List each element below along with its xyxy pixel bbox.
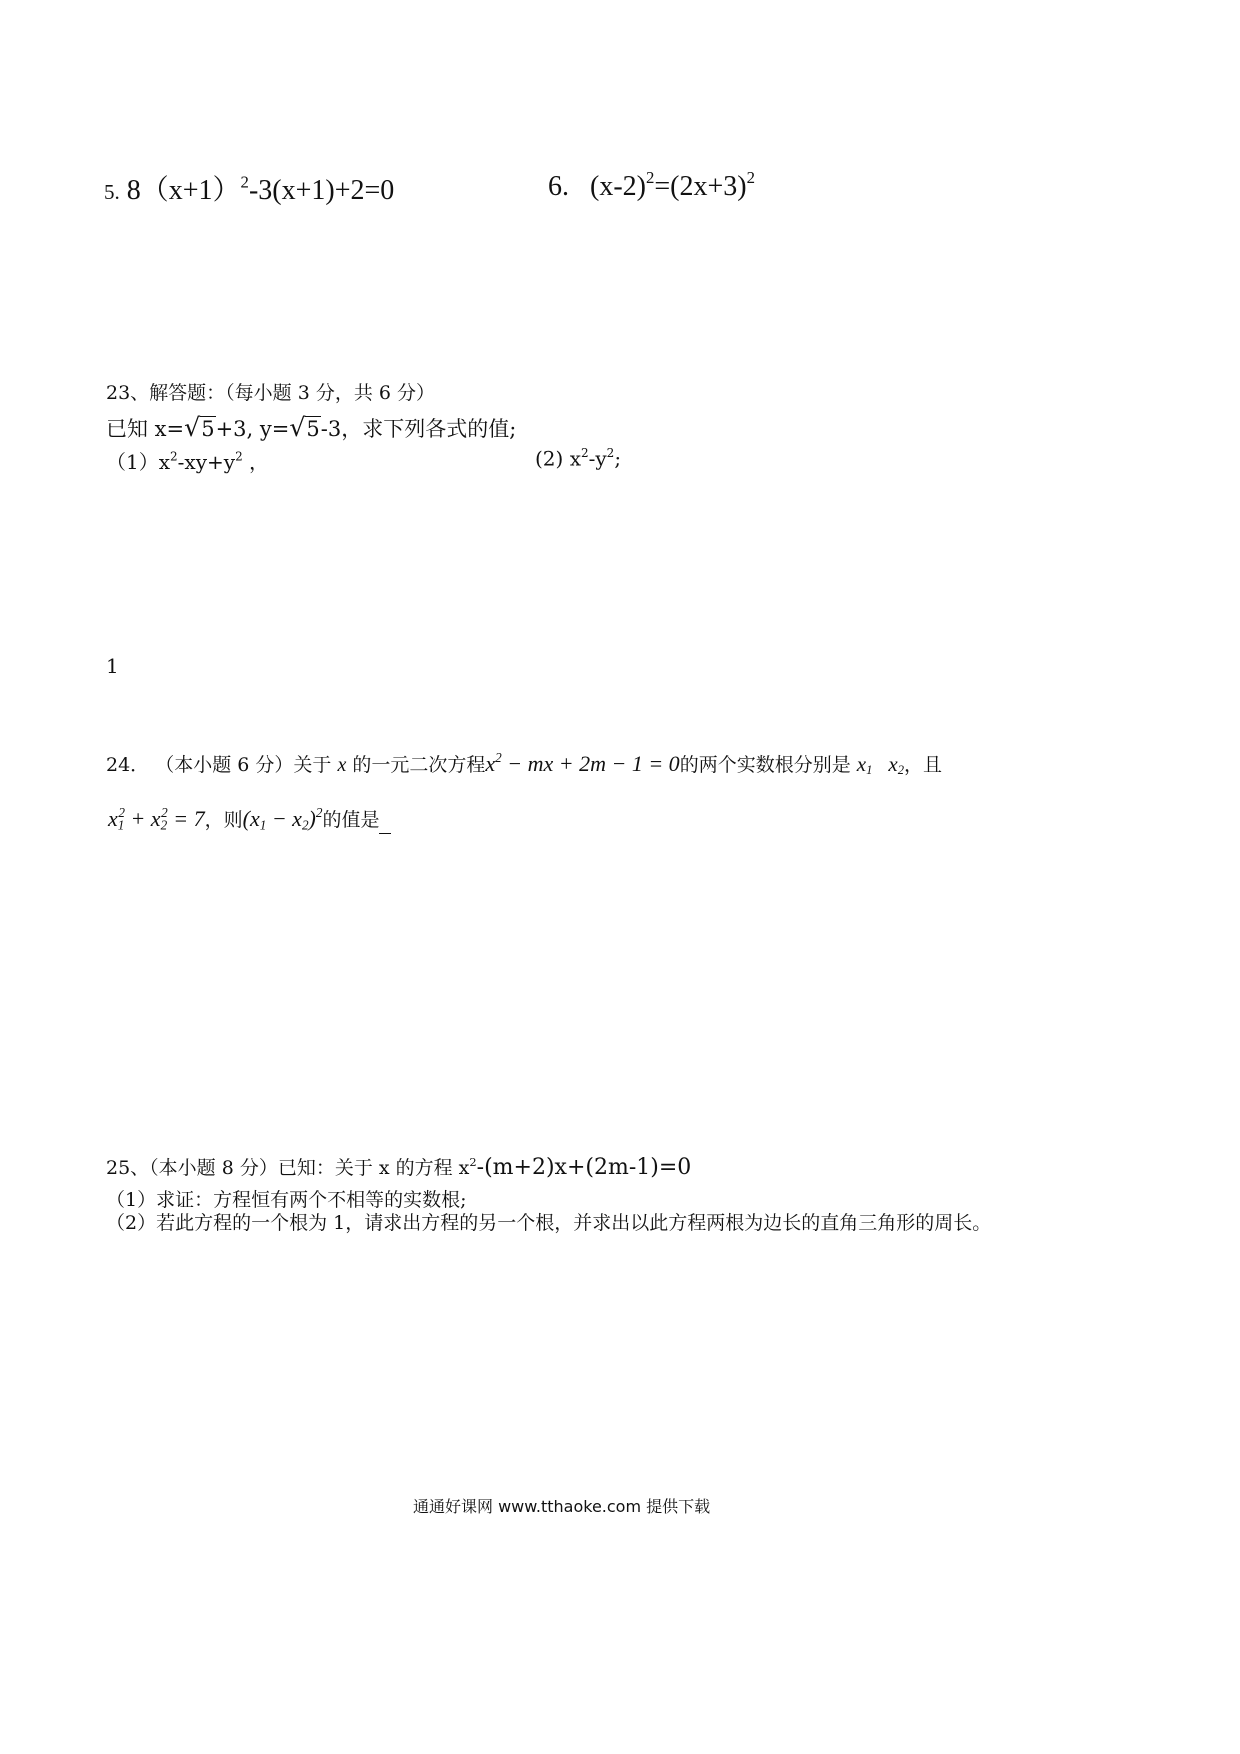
root-2 bbox=[888, 752, 904, 776]
problem-5 bbox=[104, 168, 394, 208]
subscript: 1 bbox=[259, 817, 267, 833]
q24-line-1 bbox=[106, 750, 942, 778]
q23-x-tail: +3, y= bbox=[215, 417, 290, 441]
q25-part-2: （2）若此方程的一个根为 1，请求出方程的另一个根，并求出以此方程两根为边长的直角三角形的周长。 bbox=[106, 1212, 992, 1234]
subscript: 2 bbox=[160, 817, 168, 833]
root-1 bbox=[857, 752, 873, 776]
exponent: 2 bbox=[161, 805, 168, 820]
q25-part-1: （1）求证：方程恒有两个不相等的实数根; bbox=[106, 1189, 467, 1211]
q24-tail: ，且 bbox=[904, 754, 943, 777]
q24-value-is: 的值是 bbox=[322, 809, 380, 832]
subscript: 1 bbox=[866, 763, 873, 778]
sqrt-symbol: √ bbox=[184, 413, 201, 442]
exponent: 2 bbox=[240, 172, 249, 192]
exponent: 2 bbox=[235, 449, 243, 464]
subscript: 2 bbox=[897, 763, 905, 778]
root-2-var: x bbox=[888, 752, 898, 777]
exponent: 2 bbox=[746, 168, 755, 187]
part-1-mid: -xy+y bbox=[177, 450, 236, 474]
problem-5-expr-a: 8（x+1） bbox=[126, 175, 241, 206]
q23-y-tail: -3，求下列各式的值; bbox=[320, 417, 517, 441]
q24-then: ，则 bbox=[204, 809, 243, 832]
open-paren-x: (x bbox=[242, 806, 260, 832]
eq-rest: − mx + 2m − 1 = 0 bbox=[501, 751, 680, 777]
sqrt-radicand: 5 bbox=[201, 417, 215, 441]
root-1-var: x bbox=[856, 752, 867, 777]
part-1-label: （1）x bbox=[106, 450, 171, 474]
exponent: 2 bbox=[606, 446, 615, 460]
q24-diff-square bbox=[243, 806, 323, 831]
sqrt-radicand: 5 bbox=[306, 417, 320, 441]
close-paren: ) bbox=[308, 806, 316, 832]
part-2-end: ; bbox=[614, 446, 622, 471]
q24-lead: 24． （本小题 6 分）关于 bbox=[106, 754, 332, 777]
exponent: 2 bbox=[469, 1155, 477, 1170]
plus-x: + x bbox=[124, 806, 161, 832]
var-x: x bbox=[337, 754, 347, 777]
exponent: 2 bbox=[118, 805, 125, 820]
q23-given bbox=[106, 413, 516, 443]
part-2-mid: -y bbox=[588, 446, 607, 471]
problem-5-expr-b: -3(x+1)+2=0 bbox=[248, 175, 395, 206]
eq-x: x bbox=[485, 751, 496, 777]
subscript: 2 bbox=[301, 817, 309, 833]
q23-part-2 bbox=[535, 446, 621, 470]
equals-seven: = 7 bbox=[167, 806, 205, 832]
footer-watermark: 通通好课网 www.tthaoke.com 提供下载 bbox=[413, 1497, 711, 1516]
exponent: 2 bbox=[170, 449, 178, 464]
page-marker: 1 bbox=[106, 654, 119, 678]
q24-sum-squares bbox=[108, 806, 205, 831]
exponent: 2 bbox=[645, 168, 655, 187]
q25-lead: 25、（本小题 8 分）已知：关于 x 的方程 x bbox=[106, 1157, 470, 1179]
subscript: 1 bbox=[117, 817, 125, 833]
q23-part-1 bbox=[106, 446, 269, 475]
q24-equation bbox=[485, 751, 679, 776]
exponent: 2 bbox=[495, 750, 502, 765]
var-x: x bbox=[108, 806, 118, 832]
q25-header bbox=[106, 1153, 691, 1180]
problem-6 bbox=[548, 168, 755, 203]
minus-x: − x bbox=[266, 806, 302, 832]
exponent: 2 bbox=[580, 446, 589, 460]
problem-6-label: 6. bbox=[548, 170, 569, 202]
q24-after-eq: 的两个实数根分别是 bbox=[679, 754, 851, 777]
part-1-end: ， bbox=[242, 450, 270, 474]
sqrt-symbol: √ bbox=[289, 413, 306, 442]
q23-known: 已知 x= bbox=[106, 417, 185, 441]
q24-after-x: 的一元二次方程 bbox=[352, 754, 486, 777]
q23-header: 23、解答题：（每小题 3 分，共 6 分） bbox=[106, 382, 436, 404]
problem-6-expr-b: =(2x+3) bbox=[654, 170, 747, 202]
exponent: 2 bbox=[315, 805, 323, 820]
problem-5-label: 5. bbox=[104, 180, 120, 204]
part-2-label: (2) x bbox=[535, 446, 581, 471]
answer-blank[interactable] bbox=[379, 815, 391, 834]
problem-6-expr-a: (x-2) bbox=[590, 170, 646, 202]
q24-line-2 bbox=[108, 805, 391, 834]
q25-equation-rest: -(m+2)x+(2m-1)=0 bbox=[476, 1155, 692, 1180]
